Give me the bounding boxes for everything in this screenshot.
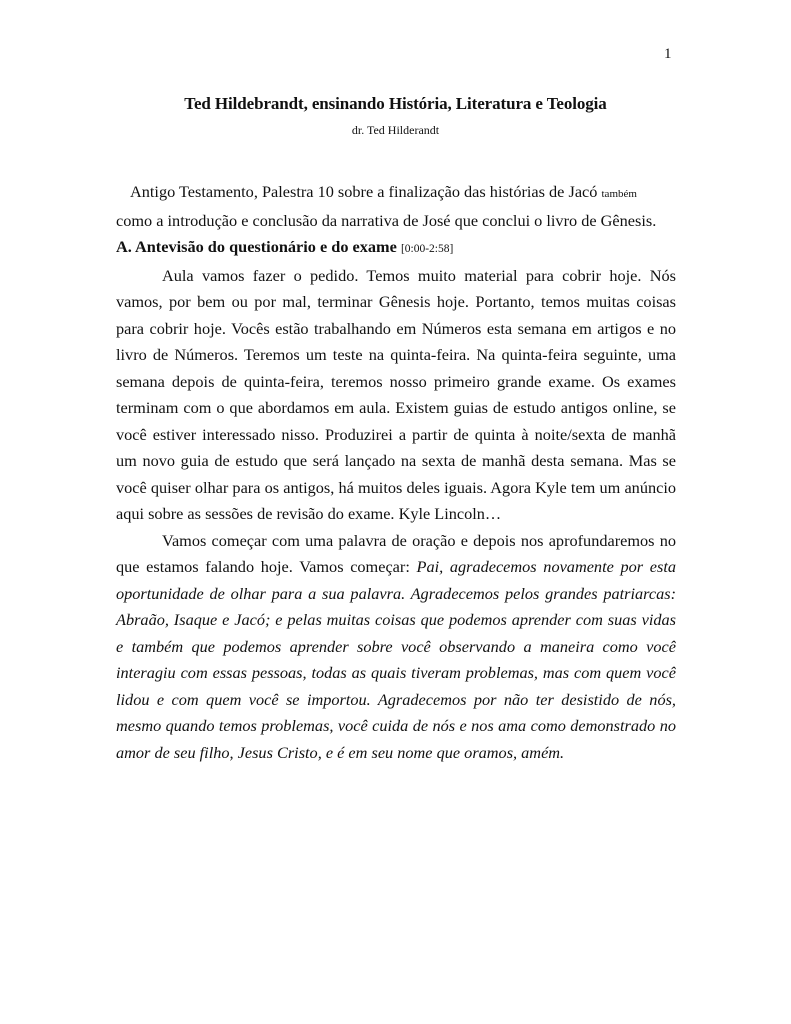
body-paragraph-1: Aula vamos fazer o pedido. Temos muito material para cobrir hoje. Nós vamos, por bem ou por mal, terminar Gênesis hoje. Portanto, temos muitas coisas para cobrir hoje. Vocês estão trabalhando em Números esta semana em artigos e no livro de Números. Teremos um teste na quinta-feira. Na quinta-feira seguinte, uma semana depois de quinta-feira, teremos nosso primeiro grande exame. Os exames terminam com o que abordamos em aula. Existem guias de estudo antigos online, se você estiver interessado nisso. Produzirei a partir de quinta à noite/sexta de manhã um novo guia de estudo que será lançado na sexta de manhã desta semana. Mas se você quiser olhar para os antigos, há muitos deles iguais. Agora Kyle tem um anúncio aqui sobre as sessões de revisão do exame. Kyle Lincoln… <box>116 265 676 523</box>
document-title: Ted Hildebrandt, ensinando História, Literatura e Teologia <box>184 94 607 113</box>
document-author: dr. Ted Hilderandt <box>351 123 440 137</box>
intro-text: Antigo Testamento, Palestra 10 sobre a finalização das histórias de Jacó <box>130 182 598 201</box>
intro-small-word: também <box>601 188 637 200</box>
section-heading <box>116 234 676 263</box>
page-number: 1 <box>664 46 672 62</box>
section-timestamp: [0:00-2:58] <box>400 243 454 255</box>
intro-text-continued: como a introdução e conclusão da narrativa de José que conclui o livro de Gênesis. <box>116 210 657 230</box>
document-body <box>116 179 676 766</box>
paragraph-2-lead: Vamos começar com uma palavra de oração e depois nos aprofundaremos no que estamos falando hoje. Vamos começar: <box>116 530 676 576</box>
prayer-text: Pai, agradecemos novamente por esta oportunidade de olhar para a sua palavra. Agradecemos pelos grandes patriarcas: Abraão, Isaque e Jacó; e pelas muitas coisas que podemos aprender com suas vidas e também que podemos aprender sobre você observando a maneira como você interagiu com essas pessoas, todas as quais tiveram problemas, mas com quem você lidou e com quem você se importou. Agradecemos por não ter desistido de nós, mesmo quando temos problemas, você cuida de nós e nos ama como demonstrado no amor de seu filho, Jesus Cristo, e é em seu nome que oramos, amém. <box>116 557 676 762</box>
intro-paragraph <box>116 179 676 234</box>
body-paragraph-2 <box>116 528 676 767</box>
section-heading-text: A. Antevisão do questionário e do exame <box>116 237 397 256</box>
